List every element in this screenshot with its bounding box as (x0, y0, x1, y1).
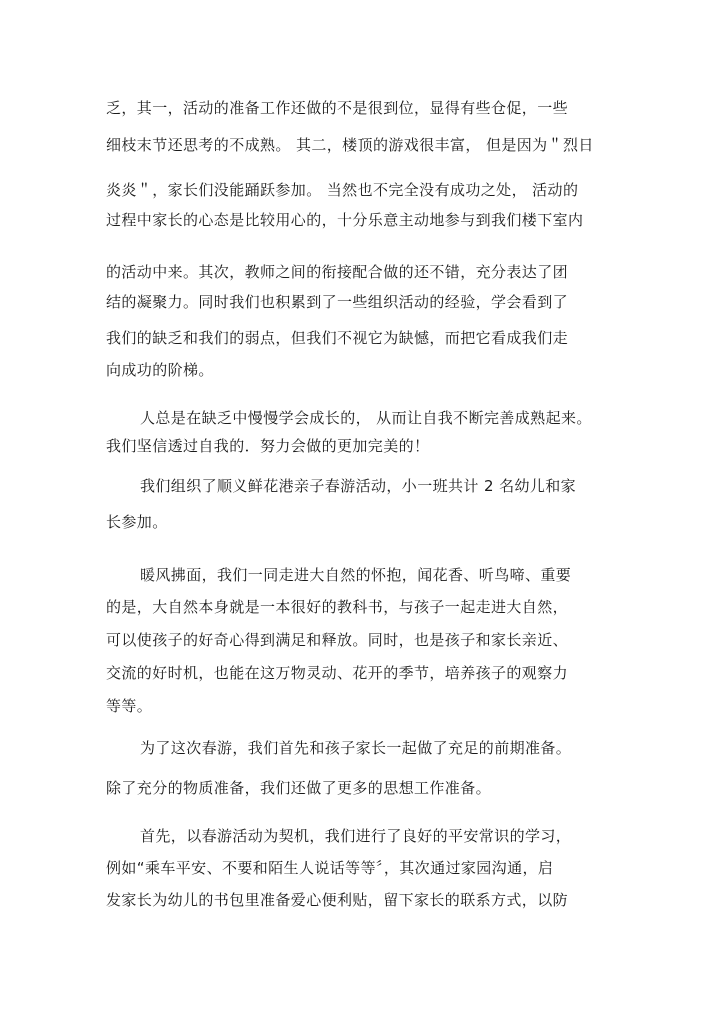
text-line: 我们坚信透过自我的．努力会做的更加完美的！ (106, 437, 430, 455)
text-line: 过程中家长的心态是比较用心的，十分乐意主动地参与到我们楼下室内 (106, 211, 584, 229)
text-line: 乏，其一，活动的准备工作还做的不是很到位，显得有些仓促，一些 (106, 99, 569, 117)
text-line: 等等。 (106, 697, 153, 715)
text-line: 人总是在缺乏中慢慢学会成长的， 从而让自我不断完善成熟起来。 (140, 409, 592, 427)
text-line: 暖风拂面，我们一同走进大自然的怀抱，闻花香、听鸟啼、重要 (140, 566, 572, 584)
text-line: 我们的缺乏和我们的弱点，但我们不视它为缺憾，而把它看成我们走 (106, 329, 569, 347)
text-line: 除了充分的物质准备，我们还做了更多的思想工作准备。 (106, 779, 492, 797)
text-line: 炎炎＂，家长们没能踊跃参加。 当然也不完全没有成功之处， 活动的 (106, 181, 579, 199)
text-line: 的活动中来。其次，教师之间的衔接配合做的还不错，充分表达了团 (106, 263, 569, 281)
text-line: 的是，大自然本身就是一本很好的教科书，与孩子一起走进大自然， (106, 598, 569, 616)
text-line: 向成功的阶梯。 (106, 361, 214, 379)
text-line: 可以使孩子的好奇心得到满足和释放。同时，也是孩子和家长亲近、 (106, 631, 569, 649)
text-line: 首先，以春游活动为契机，我们进行了良好的平安常识的学习， (140, 827, 572, 845)
text-line: 细枝末节还思考的不成熟。 其二，楼顶的游戏很丰富， 但是因为＂烈日 (106, 136, 594, 154)
text-line: 例如“乘车平安、不要和陌生人说话等等〞，其次通过家园沟通，启 (106, 859, 554, 877)
text-line: 长参加。 (106, 513, 168, 531)
text-line: 发家长为幼儿的书包里准备爱心便利贴，留下家长的联系方式，以防 (106, 891, 569, 909)
text-line: 结的凝聚力。同时我们也积累到了一些组织活动的经验，学会看到了 (106, 293, 569, 311)
text-line: 为了这次春游，我们首先和孩子家长一起做了充足的前期准备。 (140, 739, 572, 757)
text-line: 交流的好时机，也能在这万物灵动、花开的季节，培养孩子的观察力 (106, 664, 569, 682)
text-line: 我们组织了顺义鲜花港亲子春游活动，小一班共计 2 名幼儿和家 (140, 477, 577, 495)
